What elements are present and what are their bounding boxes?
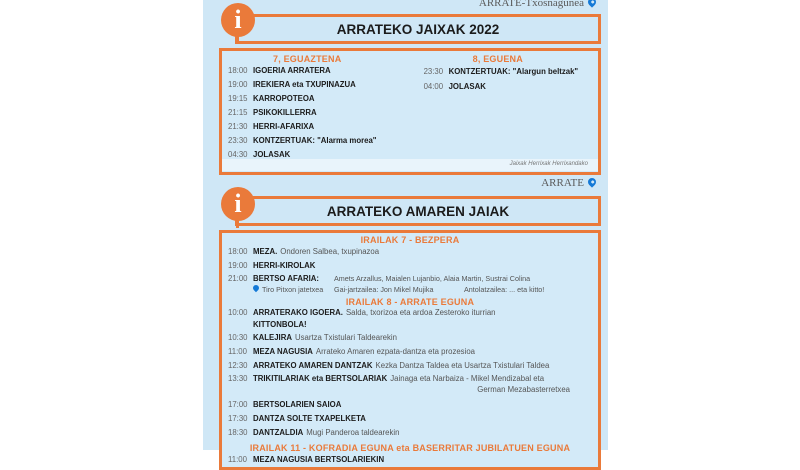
bertso-details xyxy=(228,284,592,296)
section-title-text: ARRATEKO JAIXAK 2022 xyxy=(336,21,500,37)
event-row: 18:30 DANTZALDIA Mugi Panderoa taldearekin xyxy=(228,428,400,437)
gai-jartzailea: Gai-jartzailea: Jon Mikel Mujika xyxy=(334,285,434,294)
event-row: 04:00 JOLASAK xyxy=(423,82,486,91)
event-row: 12:30 ARRATEKO AMAREN DANTZAK Kezka Dantza Taldea eta Usartza Txistulari Taldea xyxy=(228,361,550,370)
event-row: 23:30 KONTZERTUAK: "Alarma morea" xyxy=(228,136,377,145)
day-column xyxy=(228,54,422,159)
section-title xyxy=(235,14,601,44)
day-heading: IRAILAK 7 - BEZPERA xyxy=(360,235,460,245)
map-pin-icon xyxy=(586,0,597,8)
day-heading: IRAILAK 8 - ARRATE EGUNA xyxy=(345,297,475,307)
festival-poster xyxy=(203,0,608,464)
section-title xyxy=(235,196,601,226)
event-row: 19:15 KARROPOTEOA xyxy=(228,94,315,103)
venue: Tiro Pitxon jatetxea xyxy=(253,284,331,296)
location-text: ARRATE-Txosnagunea xyxy=(478,0,584,9)
event-row: 23:30 KONTZERTUAK: "Alargun beltzak" xyxy=(423,67,579,76)
event-row: 21:30 HERRI-AFARIXA xyxy=(228,122,315,131)
event-row: 18:00 IGOERIA ARRATERA xyxy=(228,66,331,75)
event-row: 21:15 PSIKOKILLERRA xyxy=(228,108,317,117)
event-row: 04:30 JOLASAK xyxy=(228,150,291,159)
event-row: 17:30 DANTZA SOLTE TXAPELKETA xyxy=(228,414,366,423)
schedule-box xyxy=(219,48,601,175)
location-text: ARRATE xyxy=(541,177,584,189)
event-row: 18:00 MEZA. Ondoren Salbea, txupinazoa xyxy=(228,247,380,256)
event-row: 13:30 TRIKITILARIAK eta BERTSOLARIAK Jainaga eta Narbaiza - Mikel Mendizabal eta xyxy=(228,374,545,383)
section-title-text: ARRATEKO AMAREN JAIAK xyxy=(326,203,510,219)
event-row: 17:00 BERTSOLARIEN SAIOA xyxy=(228,400,342,409)
antolatzailea: Antolatzailea: ... eta kitto! xyxy=(464,285,545,294)
event-row-continued: German Mezabasterretxea xyxy=(477,385,570,394)
day-heading: IRAILAK 11 - KOFRADIA EGUNA eta BASERRITAR JUBILATUEN EGUNA xyxy=(249,443,571,453)
credit-text: Jaixak Herrixak Herrixandako xyxy=(222,159,598,171)
event-row: 10:30 KALEJIRA Usartza Txistulari Taldearekin xyxy=(228,333,397,342)
event-row: 10:00 ARRATERAKO IGOERA. Salda, txorizoa eta ardoa Zesteroko iturrian xyxy=(228,308,496,317)
map-pin-icon xyxy=(252,284,260,292)
event-row: 11:00 MEZA NAGUSIA BERTSOLARIEKIN xyxy=(228,455,385,464)
event-row: 11:00 MEZA NAGUSIA Arrateko Amaren ezpata-dantza eta prozesioa xyxy=(228,347,475,356)
event-row: 19:00 IREKIERA eta TXUPINAZUA xyxy=(228,80,356,89)
info-icon: i xyxy=(221,3,255,37)
info-icon: i xyxy=(221,187,255,221)
location-label xyxy=(479,0,596,9)
event-row: 21:00 BERTSO AFARIA: Amets Arzallus, Maialen Lujanbio, Alaia Martin, Sustrai Colina xyxy=(228,274,531,283)
day-heading: 8, EGUENA xyxy=(472,54,523,64)
event-row: KITTONBOLA! xyxy=(253,320,307,329)
day-heading: 7, EGUAZTENA xyxy=(273,54,342,64)
event-row: 19:00 HERRI-KIROLAK xyxy=(228,261,316,270)
day-column xyxy=(422,54,592,159)
map-pin-icon xyxy=(586,176,597,187)
schedule-box xyxy=(219,230,601,470)
location-label xyxy=(541,177,596,189)
